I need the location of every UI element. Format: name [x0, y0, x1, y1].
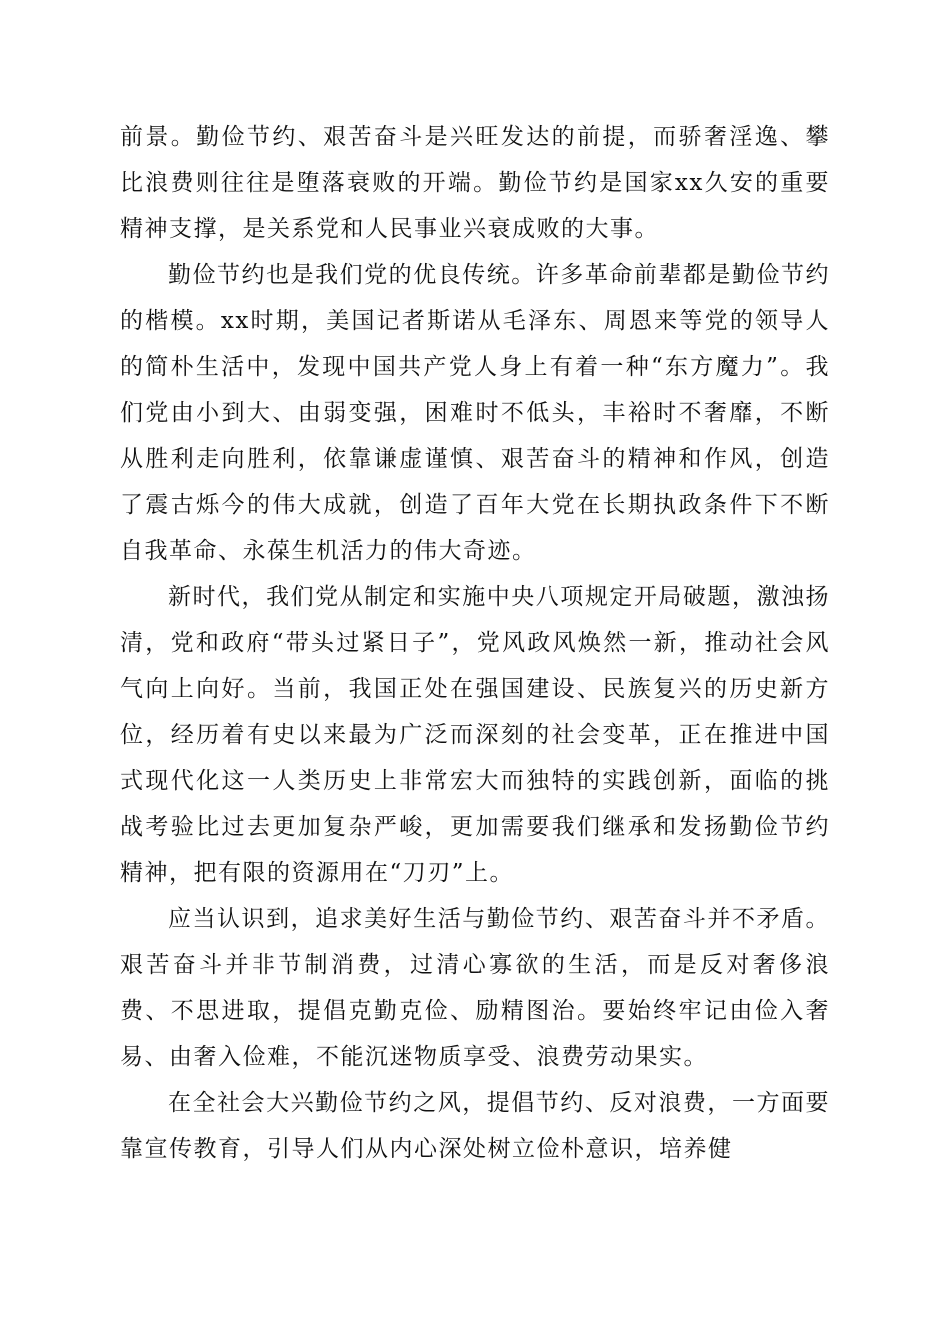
- paragraph-5: 在全社会大兴勤俭节约之风，提倡节约、反对浪费，一方面要靠宣传教育，引导人们从内心深处树立俭朴意识，培养健: [120, 1090, 830, 1162]
- paragraph-2: 勤俭节约也是我们党的优良传统。许多革命前辈都是勤俭节约的楷模。xx时期，美国记者斯诺从毛泽东、周恩来等党的领导人的简朴生活中，发现中国共产党人身上有着一种“东方魔力”。我们党由小到大、由弱变强，困难时不低头，丰裕时不奢靡，不断从胜利走向胜利，依靠谦虚谨慎、艰苦奋斗的精神和作风，创造了震古烁今的伟大成就，创造了百年大党在长期执政条件下不断自我革命、永葆生机活力的伟大奇迹。: [120, 262, 830, 564]
- paragraph-1: 前景。勤俭节约、艰苦奋斗是兴旺发达的前提，而骄奢淫逸、攀比浪费则往往是堕落衰败的开端。勤俭节约是国家xx久安的重要精神支撑，是关系党和人民事业兴衰成败的大事。: [120, 124, 830, 242]
- paragraph-3: 新时代，我们党从制定和实施中央八项规定开局破题，激浊扬清，党和政府“带头过紧日子”，党风政风焕然一新，推动社会风气向上向好。当前，我国正处在强国建设、民族复兴的历史新方位，经历着有史以来最为广泛而深刻的社会变革，正在推进中国式现代化这一人类历史上非常宏大而独特的实践创新，面临的挑战考验比过去更加复杂严峻，更加需要我们继承和发扬勤俭节约精神，把有限的资源用在“刀刃”上。: [120, 584, 830, 886]
- document-body: [120, 114, 830, 1172]
- paragraph-4: 应当认识到，追求美好生活与勤俭节约、艰苦奋斗并不矛盾。艰苦奋斗并非节制消费，过清心寡欲的生活，而是反对奢侈浪费、不思进取，提倡克勤克俭、励精图治。要始终牢记由俭入奢易、由奢入俭难，不能沉迷物质享受、浪费劳动果实。: [120, 906, 830, 1070]
